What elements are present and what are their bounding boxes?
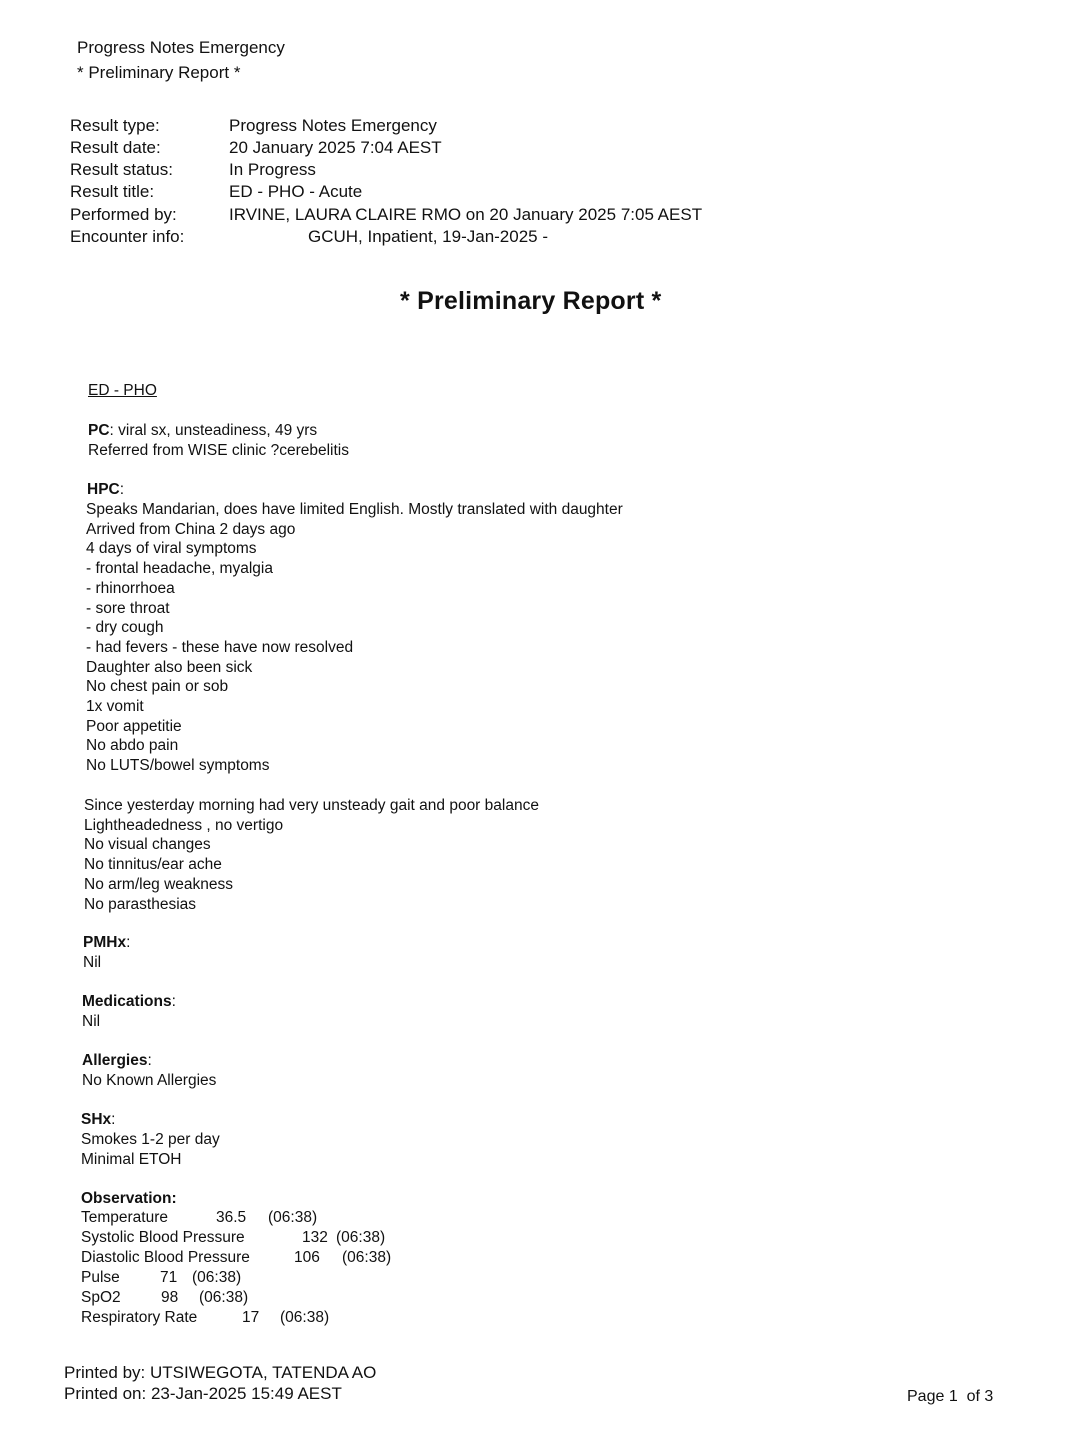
pmhx-heading (83, 933, 130, 953)
hpc-heading (87, 480, 124, 500)
obs-time: (06:38) (192, 1269, 242, 1286)
allergies-value: No Known Allergies (82, 1072, 217, 1089)
note-heading: ED - PHO (88, 382, 157, 399)
shx-label: SHx (81, 1111, 112, 1128)
hpc-line: No tinnitus/ear ache (84, 856, 222, 874)
hpc-line: - sore throat (86, 599, 170, 617)
allergies-colon: : (147, 1052, 152, 1069)
medications-heading (82, 992, 176, 1012)
pc-line (88, 421, 317, 441)
obs-value: 132 (302, 1229, 328, 1246)
printed-on: Printed on: 23-Jan-2025 15:49 AEST (64, 1384, 342, 1403)
result-type-value: Progress Notes Emergency (229, 116, 437, 135)
page-number: Page 1 of 3 (907, 1388, 994, 1405)
hpc-line: No abdo pain (86, 737, 179, 755)
hpc-line: - rhinorrhoea (86, 579, 175, 597)
hpc-label: HPC (87, 481, 120, 498)
result-date-value: 20 January 2025 7:04 AEST (229, 138, 442, 157)
obs-value: 36.5 (216, 1209, 247, 1226)
obs-row-spo2 (81, 1289, 249, 1307)
obs-name: Temperature (81, 1209, 169, 1226)
shx-colon: : (111, 1111, 116, 1128)
pmhx-colon: : (126, 934, 131, 951)
obs-name: Respiratory Rate (81, 1309, 198, 1326)
result-title-label: Result title: (70, 182, 155, 201)
observation-heading: Observation: (81, 1190, 177, 1207)
document-title: Progress Notes Emergency (77, 38, 285, 57)
obs-value: 17 (242, 1309, 260, 1326)
shx-line: Smokes 1-2 per day (81, 1131, 220, 1148)
hpc-line: Speaks Mandarian, does have limited English. Mostly translated with daughter (86, 501, 623, 518)
shx-heading (81, 1110, 115, 1130)
obs-time: (06:38) (342, 1249, 392, 1266)
obs-name: Diastolic Blood Pressure (81, 1249, 250, 1266)
obs-row-respiratory (81, 1309, 330, 1327)
hpc-colon: : (119, 481, 125, 498)
preliminary-report-title: * Preliminary Report * (400, 287, 662, 315)
printed-by: Printed by: UTSIWEGOTA, TATENDA AO (64, 1363, 377, 1382)
pc-label: PC (88, 422, 110, 439)
obs-row-temperature (81, 1209, 318, 1227)
obs-row-diastolic (81, 1249, 392, 1267)
hpc-line: No LUTS/bowel symptoms (86, 757, 270, 775)
hpc-neuro-block (84, 796, 539, 914)
obs-row-systolic (81, 1229, 386, 1247)
performed-by-label: Performed by: (70, 205, 177, 224)
medications-colon: : (171, 993, 176, 1010)
hpc-line: Since yesterday morning had very unsteady gait and poor balance (84, 797, 539, 814)
obs-row-pulse (81, 1269, 242, 1287)
hpc-line: No parasthesias (84, 895, 197, 913)
encounter-info-label: Encounter info: (70, 227, 185, 246)
obs-time: (06:38) (280, 1309, 330, 1326)
shx-block (81, 1130, 220, 1169)
allergies-label: Allergies (82, 1052, 148, 1069)
hpc-history-block (86, 500, 623, 776)
obs-time: (06:38) (268, 1209, 318, 1226)
result-type-label: Result type: (70, 116, 160, 135)
hpc-line: Daughter also been sick (86, 658, 253, 676)
hpc-line: 1x vomit (86, 698, 144, 716)
result-status-label: Result status: (70, 160, 173, 179)
result-status-value: In Progress (229, 160, 316, 179)
obs-time: (06:38) (199, 1289, 249, 1306)
allergies-heading (82, 1051, 152, 1071)
hpc-line: - had fevers - these have now resolved (86, 638, 354, 656)
medications-value: Nil (82, 1013, 101, 1030)
hpc-line: - dry cough (86, 619, 164, 637)
result-title-value: ED - PHO - Acute (229, 182, 363, 201)
hpc-line: No arm/leg weakness (84, 875, 234, 893)
pmhx-label: PMHx (83, 934, 127, 951)
obs-time: (06:38) (336, 1229, 386, 1246)
hpc-line: Arrived from China 2 days ago (86, 520, 296, 538)
obs-value: 98 (161, 1289, 179, 1306)
pc-referral: Referred from WISE clinic ?cerebelitis (88, 442, 349, 459)
result-date-label: Result date: (70, 138, 161, 157)
pc-text: : viral sx, unsteadiness, 49 yrs (109, 422, 318, 439)
obs-name: Systolic Blood Pressure (81, 1229, 245, 1246)
hpc-line: No visual changes (84, 836, 211, 854)
hpc-line: Lightheadedness , no vertigo (84, 816, 284, 834)
pmhx-value: Nil (83, 954, 102, 971)
obs-name: Pulse (81, 1269, 120, 1286)
obs-value: 106 (294, 1249, 320, 1266)
hpc-line: 4 days of viral symptoms (86, 540, 257, 558)
shx-line: Minimal ETOH (81, 1150, 182, 1168)
obs-value: 71 (160, 1269, 178, 1286)
performed-by-value: IRVINE, LAURA CLAIRE RMO on 20 January 2025 7:05 AEST (229, 205, 703, 224)
preliminary-label-small: * Preliminary Report * (77, 63, 241, 82)
obs-name: SpO2 (81, 1289, 121, 1306)
medications-label: Medications (82, 993, 172, 1010)
hpc-line: Poor appetitie (86, 717, 182, 735)
hpc-line: No chest pain or sob (86, 678, 229, 696)
encounter-info-value: GCUH, Inpatient, 19-Jan-2025 - (308, 227, 549, 246)
hpc-line: - frontal headache, myalgia (86, 560, 273, 578)
